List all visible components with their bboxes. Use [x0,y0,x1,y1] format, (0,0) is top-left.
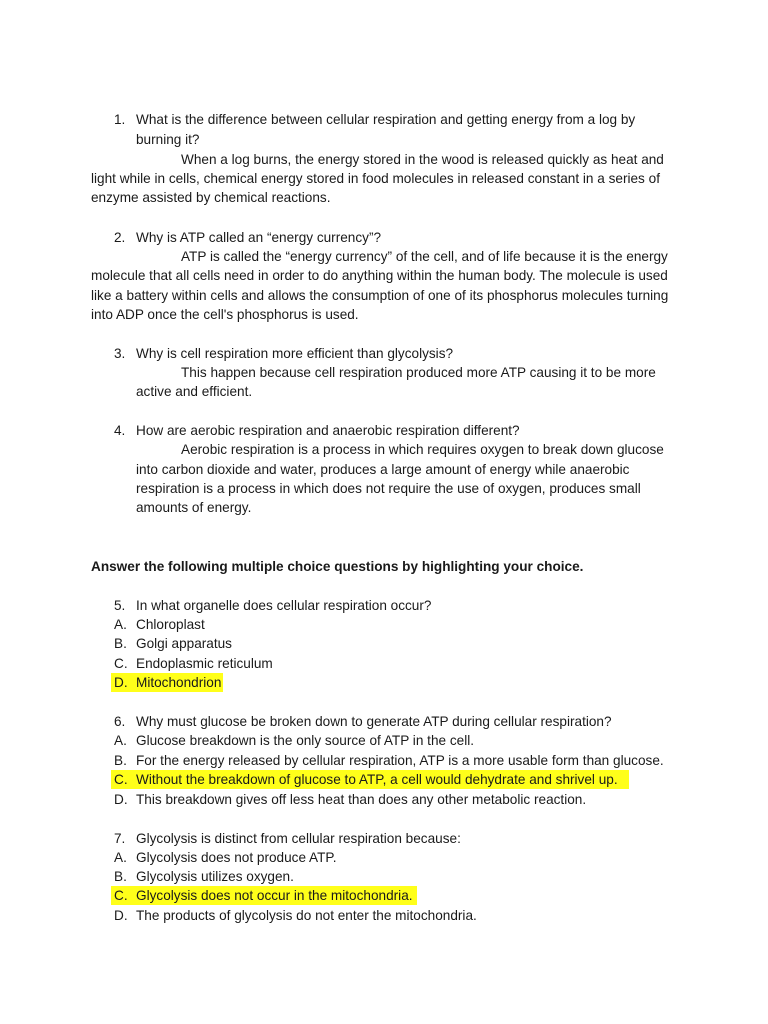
mc-instructions: Answer the following multiple choice questions by highlighting your choice. [91,559,584,574]
question-text: Glycolysis is distinct from cellular respiration because: [136,831,461,846]
option-letter: D. [114,675,128,690]
option-letter: A. [114,617,127,632]
question-text-line: How are aerobic respiration and anaerobic respiration different? [136,423,520,438]
option-text: For the energy released by cellular respiration, ATP is a more usable form than glucose. [136,753,664,768]
question-text-line: Why is ATP called an “energy currency”? [136,230,382,245]
option-letter: D. [114,792,128,807]
answer-text-line: into ADP once the cell's phosphorus is used. [91,307,359,322]
option-text: Glucose breakdown is the only source of ATP in the cell. [136,733,475,748]
option-letter: C. [114,656,128,671]
option-text: Glycolysis utilizes oxygen. [136,869,294,884]
answer-text-line: When a log burns, the energy stored in the wood is released quickly as heat and [181,152,664,167]
answer-text-line: molecule that all cells need in order to do anything within the human body. The molecule is used [91,268,668,283]
answer-text-line: amounts of energy. [136,500,252,515]
answer-text-line: Aerobic respiration is a process in which requires oxygen to break down glucose [181,442,664,457]
question-text-line: What is the difference between cellular respiration and getting energy from a log by [136,112,636,127]
question-text: In what organelle does cellular respiration occur? [136,598,432,613]
option-text: Golgi apparatus [136,636,232,651]
answer-text-line: enzyme assisted by chemical reactions. [91,190,331,205]
question-number: 2. [114,230,126,245]
option-letter: B. [114,753,127,768]
question-text-line: burning it? [136,132,200,147]
answer-text-line: This happen because cell respiration produced more ATP causing it to be more [181,365,656,380]
option-text: The products of glycolysis do not enter the mitochondria. [136,908,477,923]
question-number: 1. [114,112,126,127]
option-letter: D. [114,908,128,923]
answer-text-line: ATP is called the “energy currency” of the cell, and of life because it is the energy [181,249,668,264]
option-letter: C. [114,772,128,787]
answer-text-line: active and efficient. [136,384,253,399]
option-text: Endoplasmic reticulum [136,656,273,671]
question-number: 4. [114,423,126,438]
answer-text-line: like a battery within cells and allows the consumption of one of its phosphorus molecules turning [91,288,669,303]
option-letter: B. [114,869,127,884]
option-letter: A. [114,733,127,748]
question-number: 5. [114,598,126,613]
option-text: Glycolysis does not produce ATP. [136,850,337,865]
answer-text-line: respiration is a process in which does not require the use of oxygen, produces small [136,481,641,496]
question-text-line: Why is cell respiration more efficient than glycolysis? [136,346,454,361]
option-letter: A. [114,850,127,865]
answer-text-line: into carbon dioxide and water, produces a large amount of energy while anaerobic [136,462,630,477]
option-text: This breakdown gives off less heat than does any other metabolic reaction. [136,792,587,807]
option-text: Chloroplast [136,617,205,632]
option-text-selected: Without the breakdown of glucose to ATP, a cell would dehydrate and shrivel up. [136,772,618,787]
question-text: Why must glucose be broken down to generate ATP during cellular respiration? [136,714,612,729]
question-number: 3. [114,346,126,361]
option-letter: B. [114,636,127,651]
question-number: 7. [114,831,126,846]
answer-text-line: light while in cells, chemical energy stored in food molecules in released constant in a series of [91,171,660,186]
option-text-selected: Mitochondrion [136,675,222,690]
option-letter: C. [114,888,128,903]
option-text-selected: Glycolysis does not occur in the mitochondria. [136,888,413,903]
question-number: 6. [114,714,126,729]
